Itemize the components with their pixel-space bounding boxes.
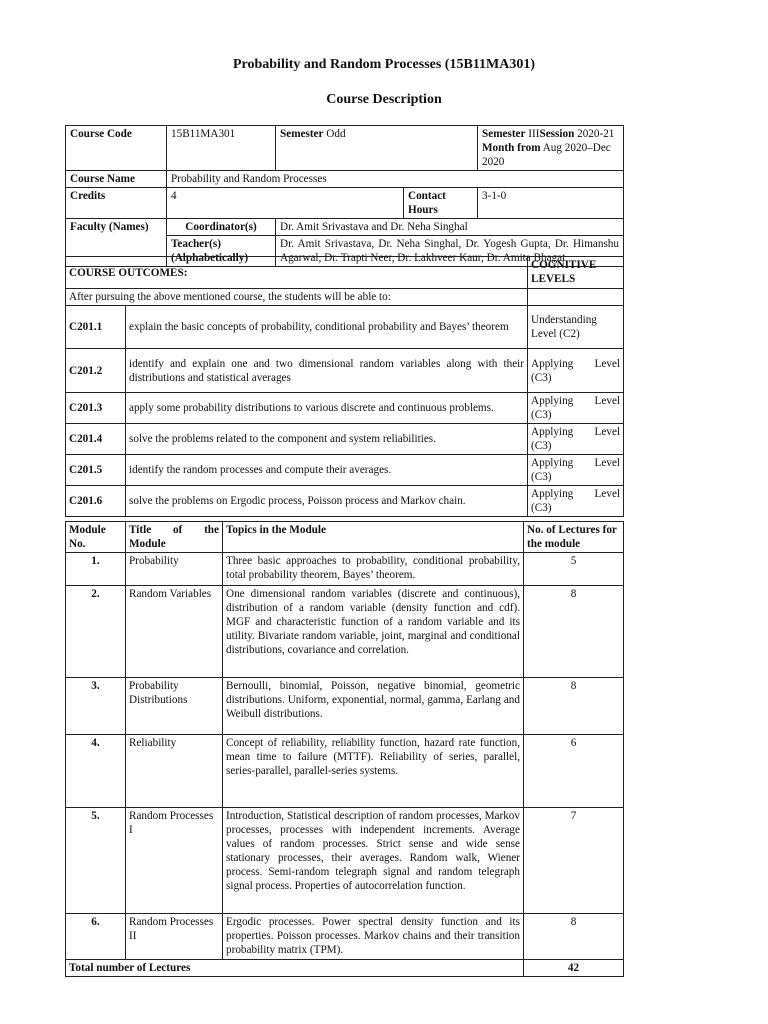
outcome-text: solve the problems related to the component and system reliabilities. <box>126 424 528 455</box>
outcome-code: C201.4 <box>66 424 126 455</box>
total-lectures-value: 42 <box>524 960 624 977</box>
coordinators-value: Dr. Amit Srivastava and Dr. Neha Singhal <box>276 219 624 236</box>
cognitive-levels-heading: COGNITIVE LEVELS <box>528 257 624 289</box>
module-topics: Introduction, Statistical description of random processes, Markov processes, processes with independent increments. Average values of random processes. Strict sense and wide sense stationary processes, their averages. Random walk, Wiener process. Semi-random telegraph signal and random telegraph signal process. Properties of autocorrelation function. <box>223 808 524 914</box>
semester-value: Odd <box>326 128 346 140</box>
semester-label: Semester <box>280 128 324 140</box>
session-cell <box>478 126 624 171</box>
contact-hours-value: 3-1-0 <box>478 188 624 219</box>
teachers-value: Dr. Amit Srivastava, Dr. Neha Singhal, Dr. Yogesh Gupta, Dr. Himanshu Agarwal, Dr. Trapti Neer, Dr. Lakhveer Kaur, Dr. Amita Bhagat <box>276 236 624 267</box>
contact-hours-label: Contact Hours <box>404 188 478 219</box>
month-value: Aug 2020–Dec 2020 <box>482 142 611 168</box>
teachers-label: Teacher(s) (Alphabetically) <box>167 236 276 267</box>
semester-cell <box>276 126 478 171</box>
module-title: Probability <box>126 553 223 586</box>
course-outcomes-heading: COURSE OUTCOMES: <box>66 257 528 289</box>
outcomes-intro: After pursuing the above mentioned course, the students will be able to: <box>66 289 528 306</box>
module-no: 5. <box>66 808 126 914</box>
module-title: Random Variables <box>126 586 223 678</box>
month-label: Month from <box>482 142 541 154</box>
session-value: 2020-21 <box>577 128 615 140</box>
outcome-level: Applying Level (C3) <box>528 393 624 424</box>
course-outcomes-table <box>65 256 624 517</box>
module-lectures: 7 <box>524 808 624 914</box>
outcome-code: C201.6 <box>66 486 126 517</box>
module-topics: Bernoulli, binomial, Poisson, negative binomial, geometric distributions. Uniform, exponential, normal, gamma, Earlang and Weibull distributions. <box>223 678 524 735</box>
module-no: 4. <box>66 735 126 808</box>
outcomes-intro-empty <box>528 289 624 306</box>
outcome-text: solve the problems on Ergodic process, Poisson process and Markov chain. <box>126 486 528 517</box>
module-lectures: 5 <box>524 553 624 586</box>
credits-value: 4 <box>167 188 404 219</box>
module-title: Reliability <box>126 735 223 808</box>
module-lectures: 8 <box>524 678 624 735</box>
module-title: Random Processes II <box>126 914 223 960</box>
module-no: 2. <box>66 586 126 678</box>
course-name-value: Probability and Random Processes <box>167 171 624 188</box>
faculty-label: Faculty (Names) <box>66 219 167 267</box>
outcome-level: Understanding Level (C2) <box>528 306 624 349</box>
semester-session-label: Semester <box>482 128 526 140</box>
semester-session-value: III <box>528 128 540 140</box>
outcome-text: explain the basic concepts of probability, conditional probability and Bayes’ theorem <box>126 306 528 349</box>
module-title: Probability Distributions <box>126 678 223 735</box>
total-lectures-label: Total number of Lectures <box>66 960 524 977</box>
outcome-text: apply some probability distributions to various discrete and continuous problems. <box>126 393 528 424</box>
module-lectures: 8 <box>524 914 624 960</box>
module-topics: Ergodic processes. Power spectral density function and its properties. Poisson processes. Markov chains and their transition probability matrix (TPM). <box>223 914 524 960</box>
document-title: Probability and Random Processes (15B11MA301) <box>232 57 536 72</box>
outcome-level: Applying Level (C3) <box>528 424 624 455</box>
module-lectures: 8 <box>524 586 624 678</box>
module-topics: Three basic approaches to probability, conditional probability, total probability theorem, Bayes’ theorem. <box>223 553 524 586</box>
credits-label: Credits <box>66 188 167 219</box>
module-topics-header: Topics in the Module <box>223 522 524 553</box>
module-no: 6. <box>66 914 126 960</box>
outcome-code: C201.5 <box>66 455 126 486</box>
modules-table <box>65 521 624 977</box>
module-no-header: Module No. <box>66 522 126 553</box>
outcome-code: C201.3 <box>66 393 126 424</box>
module-title-header: Title of the Module <box>126 522 223 553</box>
outcome-text: identify and explain one and two dimensional random variables along with their distributions and statistical averages <box>126 349 528 393</box>
outcome-level: Applying Level (C3) <box>528 455 624 486</box>
module-topics: Concept of reliability, reliability function, hazard rate function, mean time to failure (MTTF). Reliability of series, parallel, series-parallel, parallel-series systems. <box>223 735 524 808</box>
module-lectures-header: No. of Lectures for the module <box>524 522 624 553</box>
module-topics: One dimensional random variables (discrete and continuous), distribution of a random variable (density function and cdf). MGF and characteristic function of a random variable and its utility. Bivariate random variable, joint, marginal and conditional distributions, covariance and correlation. <box>223 586 524 678</box>
document-subtitle: Course Description <box>326 92 442 107</box>
module-title: Random Processes I <box>126 808 223 914</box>
module-lectures: 6 <box>524 735 624 808</box>
course-info-table <box>65 125 624 267</box>
course-code-value: 15B11MA301 <box>167 126 276 171</box>
module-no: 1. <box>66 553 126 586</box>
course-name-label: Course Name <box>66 171 167 188</box>
outcome-code: C201.2 <box>66 349 126 393</box>
session-label: Session <box>539 128 575 140</box>
outcome-code: C201.1 <box>66 306 126 349</box>
course-code-label: Course Code <box>66 126 167 171</box>
outcome-level: Applying Level (C3) <box>528 349 624 393</box>
outcome-text: identify the random processes and compute their averages. <box>126 455 528 486</box>
outcome-level: Applying Level (C3) <box>528 486 624 517</box>
module-no: 3. <box>66 678 126 735</box>
coordinators-label: Coordinator(s) <box>167 219 276 236</box>
